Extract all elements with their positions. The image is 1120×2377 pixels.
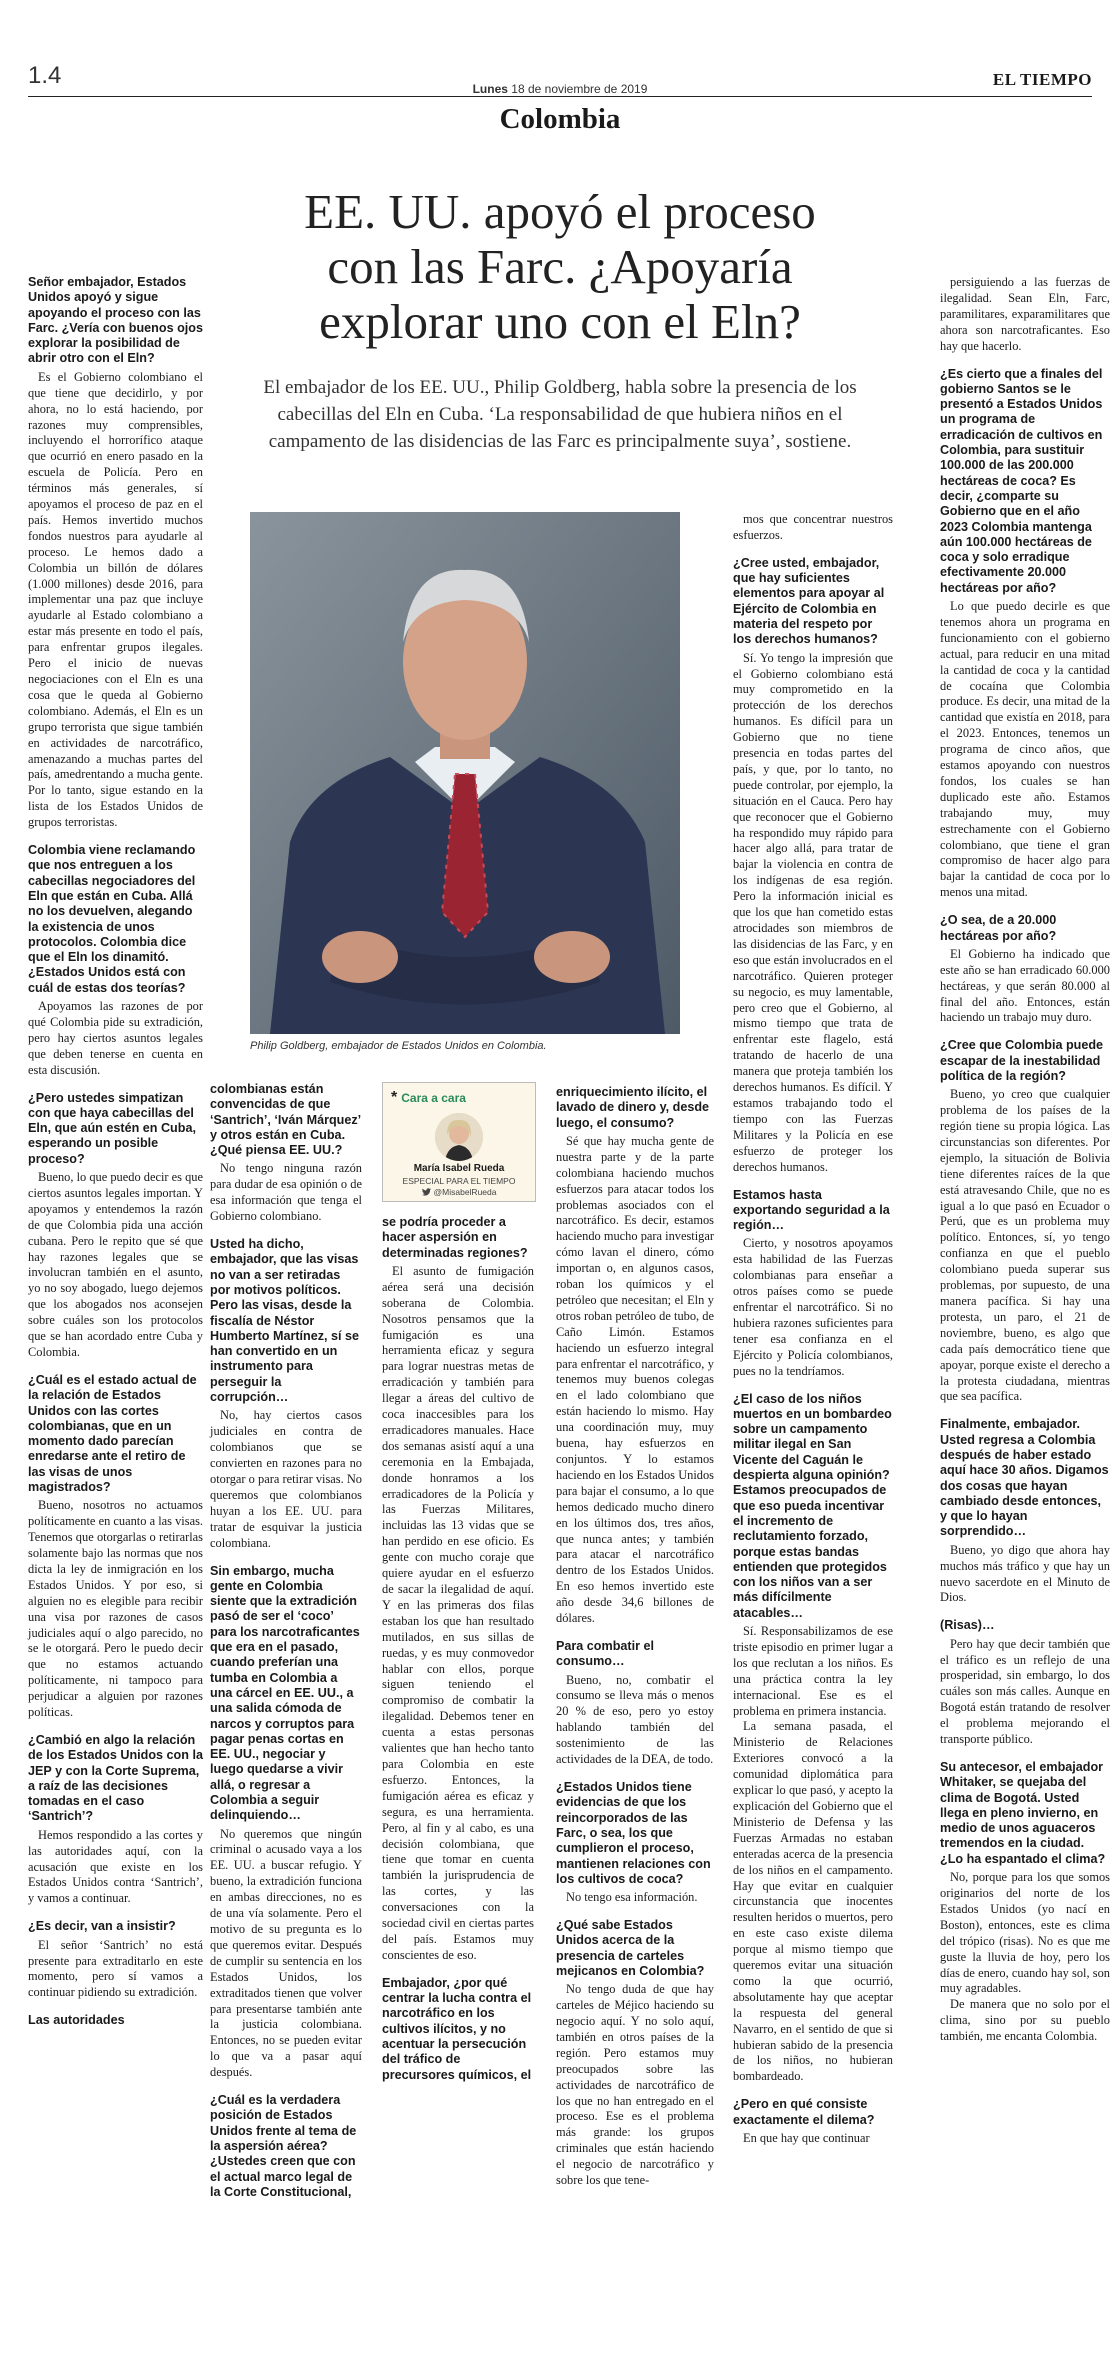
interview-question: ¿Qué sabe Estados Unidos acerca de la presencia de carteles mejicanos en Colombia? [556,1918,705,1978]
interview-answer: Lo que puedo decirle es que tenemos ahora un programa en funcionamiento con el gobierno actual, para reducir en una mitad la cantidad de coca y la cantidad de cocaína que Colombia produce. Es decir, una mitad de la cantidad que existía en 2018, para el 2023. Entonces, tenemos un programa de cinco años, que estamos apoyando con nuestros fondos, los cuales se han duplicado este año. Estamos trabajando muy, muy estrechamente con el Gobierno colombiano, que tiene el gran compromiso de hacer algo para bajar la cantidad de coca por lo menos una mitad. [940,598,1110,900]
interview-answer: Bueno, yo creo que cualquier problema de los países de la región tiene su propia lógica. Las circunstancias son diferentes. Por ejemplo, la situación de Bolivia tiene diferentes raíces de la que está atravesando Chile, que no es igual a lo que pasó en Ecuador o Perú, que es un problema muy político. Entonces, sí, yo tengo confianza en que el pueblo colombiano pueda superar sus problemas, por supuesto, de una manera pacífica. Si hay una protesta, un paro, el 21 de noviembre, bueno, es algo que cada país democrático tiene que apoyar, porque existe el derecho a la protesta ciudadana, mientras que sea pacífica. [940,1087,1110,1404]
interview-question: Señor embajador, Estados Unidos apoyó y sigue apoyando el proceso con las Farc. ¿Vería con buenos ojos explorar la posibilidad de abrir otro con el Eln? [28,275,203,366]
interview-question: colombianas están convencidas de que ‘Santrich’, ‘Iván Márquez’ y otros están en Cuba. ¿Qué piensa EE. UU.? [210,1082,361,1158]
article-column-6 [940,275,1110,2045]
interview-answer: El Gobierno ha indicado que este año se han erradicado 60.000 hectáreas, y que serán 80.000 al final del año. Entonces, están haciendo un trabajo muy duro. [940,946,1110,1025]
interview-answer: Apoyamos las razones de por qué Colombia pide su extradición, pero hay ciertos asuntos legales que deben tenerse en cuenta en esta discusión. [28,999,203,1077]
interview-question: ¿Es cierto que a finales del gobierno Santos se le presentó a Estados Unidos un programa de erradicación de cultivos en Colombia, para sustituir 100.000 de las 200.000 hectáreas de coca? Es decir, ¿comparte su Gobierno que en el año 2023 Colombia mantenga aún 100.000 hectáreas de coca y solo erradique efectivamente 20.000 hectáreas por año? [940,366,1103,595]
interview-answer: La semana pasada, el Ministerio de Relaciones Exteriores convocó a la comunidad diplomática para explicar lo que pasó, y acepto la explicación del Gobierno que el Ministerio de Defensa y las Fuerzas Armadas no estaban enteradas acerca de la presencia de los niños en el campamento. Hay que evitar en cualquier circunstancia que inocentes resulten heridos o muertos, pero en este caso existe dilema porque al mismo tiempo que queremos evitar una situación como la que ocurrió, absolutamente hay que aceptar la respuesta del general Navarro, en el sentido de que si hubieran sabido de la presencia de los niños, no hubieran bombardeado. [733,1719,893,2084]
interview-question: (Risas)… [940,1618,995,1633]
interview-answer: De manera que no solo por el clima, sino por su pueblo también, me encanta Colombia. [940,1997,1110,2044]
headline-line: con las Farc. ¿Apoyaría [327,238,793,294]
asterisk-icon: * [391,1089,398,1106]
photo-caption: Philip Goldberg, embajador de Estados Unidos en Colombia. [250,1040,547,1052]
author-role: ESPECIAL PARA EL TIEMPO [402,1176,516,1186]
portrait-illustration [250,512,680,1034]
interview-question: Su antecesor, el embajador Whitaker, se quejaba del clima de Bogotá. Usted llega en pleno invierno, en medio de unos aguaceros tremendos en la ciudad. ¿Lo ha espantado el clima? [940,1759,1106,1866]
newspaper-brand: EL TIEMPO [992,70,1092,89]
interview-answer: persiguiendo a las fuerzas de ilegalidad. Sean Eln, Farc, paramilitares, exparamilitares que ahora son narcotraficantes. Eso hay que hacerlo. [940,275,1110,353]
interview-answer: Cierto, y nosotros apoyamos esta habilidad de las Fuerzas colombianas para enseñar a otros países como se puede enfrentar el narcotráfico. Si no hubiera razones suficientes para tener esa confianza en el Ejército y Policía colombianos, pues no la tendríamos. [733,1236,893,1378]
interview-question: ¿Cuál es el estado actual de la relación de Estados Unidos con las cortes colombianas, que en un momento dado parecían enredarse ante el retiro de las visas de unos magistrados? [28,1372,197,1494]
headline [205,185,915,350]
interview-answer: Es el Gobierno colombiano el que tiene que decidirlo, y por ahora, no lo está haciendo, por razones muy comprensibles, incluyendo el horrorífico ataque que ocurrió en enero pasado en la escuela de Policía. Pero en términos más generales, sí apoyamos el proceso de paz en el país. Hemos invertido muchos fondos nuestros para ayudarle al proceso. Le hemos dado a Colombia un billón de dólares (1.000 millones) desde 2016, para implementar una paz que incluye ayudarle al Estado colombiano a estar más presente en todo el país, para enfrentar grupos ilegales. Pero el inicio de nuevas negociaciones con el Eln es una cosa que le queda al Gobierno colombiano. Además, el Eln es un grupo terrorista que sigue también en actividades de narcotráfico, amenazando a muchas partes del país, amedrentando a mucha gente. Por lo tanto, sigue estando en la lista de los Estados Unidos de grupos terroristas. [28,369,203,830]
interview-answer: No, porque para los que somos originarios del norte de los Estados Unidos (yo nací en Boston), entonces, este es clima del trópico (risas). No es que me guste la lluvia de hoy, pero los días de enero, cuando hay sol, son muy agradables. [940,1870,1110,1996]
dateline [0,82,1120,96]
section-title: Colombia [499,103,621,135]
interview-question: Sin embargo, mucha gente en Colombia siente que la extradición pasó de ser el ‘coco’ para los narcotraficantes que era en el pasado, cuando preferían una tumba en Colombia a una cárcel en EE. UU., a una salida cómoda de narcos y corruptos para pagar penas cortas en EE. UU., negociar y luego quedarse a vivir allá, o regresar a Colombia a seguir delinquiendo… [210,1563,360,1823]
author-handle: @MisabelRueda [433,1187,497,1197]
interview-question: Embajador, ¿por qué centrar la lucha contra el narcotráfico en los cultivos ilícitos, y no acentuar la persecución del tráfico de precursores químicos, el [382,1975,532,2082]
headline-line: EE. UU. apoyó el proceso [304,184,816,239]
interview-answer: Sí. Responsabilizamos de ese triste episodio en primer lugar a los que reclutan a los niños. Es una práctica contra la ley internacional. Ese es el problema en primera instancia. [733,1624,893,1718]
interview-question: Finalmente, embajador. Usted regresa a Colombia después de haber estado aquí hace 30 años. Digamos dos cosas que hayan cambiado desde entonces, y que lo hayan sorprendido… [940,1417,1109,1539]
interview-answer: Sé que hay mucha gente de nuestra parte y de la parte colombiana haciendo muchos esfuerzos para atacar todos los problemas asociados con el narcotráfico. Es decir, estamos haciendo mucho para investigar cómo lavan el dinero, cómo importan o, en algunos casos, roban los químicos y el petróleo que necesitan; el Eln y otros roban petróleo de tubo, de Caño Limón. Estamos haciendo un esfuerzo integral para enfrentar el narcotráfico, y tenemos muy buenos colegas en el lado colombiano que están haciendo lo mismo. Hay una coordinación muy, muy buena, hay esfuerzos en conjuntos. Y lo estamos haciendo en los Estados Unidos para bajar el consumo, a lo que hemos dedicado mucho dinero en los últimos dos, tres años, que nunca antes; y también para atacar el narcotráfico dentro de los Estados Unidos. En eso hemos invertido este año desde 34,6 billones de dólares. [556,1133,714,1626]
interview-question: Colombia viene reclamando que nos entreguen a los cabecillas negociadores del Eln que están en Cuba. Allá no los devuelven, alegando la existencia de unos protocolos. Colombia dice que el Eln los dinamitó. ¿Estados Unidos está con cuál de estas dos teorías? [28,843,196,995]
interview-question: ¿El caso de los niños muertos en un bombardeo sobre un campamento militar ilegal en San Vicente del Caguán le despierta alguna opinión? Estamos preocupados de que eso pueda incentivar el incremento de reclutamiento forzado, porque estas bandas entienden que protegidos con los niños van a ser más difícilmente atacables… [733,1391,892,1620]
interview-answer: En que hay que continuar [743,2130,870,2145]
interview-question: ¿Cambió en algo la relación de los Estados Unidos con la JEP y con la Corte Suprema, a raíz de las decisiones tomadas en el caso ‘Santrich’? [28,1732,203,1824]
interview-question: ¿Estados Unidos tiene evidencias de que los reincorporados de las Farc, o sea, los que cumplieron el proceso, mantienen relaciones con los cultivos de coca? [556,1780,711,1886]
interview-question: ¿Es decir, van a insistir? [28,1919,176,1934]
interview-answer: Bueno, nosotros no actuamos políticamente en cuanto a las visas. Tenemos que otorgarlas o retirarlas solamente bajo las normas que nos dicta la ley de inmigración en los Estados Unidos. Y por eso, si alguien no es elegible para recibir una visa por razones de casos judiciales aquí o algo parecido, no se le otorgará. Pero le puedo decir que no estamos actuando políticamente, ni tampoco para perjudicar a alguien por razones políticas. [28,1498,203,1720]
article-column-5 [733,512,893,2147]
interview-question: Estamos hasta exportando seguridad a la región… [733,1187,890,1233]
question-continued: Las autoridades [28,2013,125,2028]
author-twitter-handle [383,1187,535,1197]
interview-answer: Sí. Yo tengo la impresión que el Gobierno colombiano está muy comprometido en la protección de los derechos humanos. Es difícil para un Gobierno que no tiene presencia en todas partes del país, y que, por lo tanto, no puede controlar, por ejemplo, la situación en el Cauca. Pero hay que reconocer que el Gobierno ha respondido muy rápido para hacer algo allá, para tratar de bajar la violencia en contra de los indígenas de esa región. Pero la información inicial es que los que han cometido estas atrocidades son miembros de las disidencias de las Farc, y en eso que están involucrados en el narcotráfico. Quieren proteger su negocio, es muy lamentable, pero creo que el Gobierno, al mismo tiempo que trata de enfrentar este flagelo, está tratando de hacerlo de una manera que proteja también los derechos humanos. Es difícil. Y estamos trabajando todo el tiempo con las Fuerzas Militares y la Policía en ese esfuerzo de proteger los derechos humanos. [733,650,893,1174]
author-name: María Isabel Rueda [413,1163,505,1174]
interview-answer: El señor ‘Santrich’ no está presente para extraditarlo en este momento, pero sí vamos a continuar pidiendo su extradición. [28,1937,203,2000]
interview-question: ¿Cree usted, embajador, que hay suficientes elementos para apoyar al Ejército de Colombia en materia del respeto por los derechos humanos? [733,555,885,647]
interview-answer: No tengo ninguna razón para dudar de esa opinión o de esa información que tenga el Gobierno colombiano. [210,1161,362,1224]
author-portrait-icon [435,1113,483,1161]
interview-answer: Hemos respondido a las cortes y las autoridades aquí, con la acusación que existe en los Estados Unidos contra ‘Santrich’, y vamos a continuar. [28,1827,203,1906]
interview-answer: No tengo duda de que hay carteles de Méjico haciendo su negocio aquí. Y no solo aquí, también en otros países de la región. Pero estamos muy preocupados sobre las actividades de narcotráfico de los que no han entregado en el proceso. Ese es el problema más grande: los grupos criminales que están haciendo el negocio de narcotráfico y sobre los que tene- [556,1982,714,2188]
interview-question: Usted ha dicho, embajador, que las visas no van a ser retiradas por motivos políticos. Pero las visas, desde la fiscalía de Néstor Humberto Martínez, sí se han convertido en un instrumento para perseguir la corrupción… [210,1237,360,1405]
interview-answer: No tengo esa información. [566,1890,698,1905]
interview-question: se podría proceder a hacer aspersión en determinadas regiones? [382,1215,528,1260]
headline-line: explorar uno con el Eln? [319,293,801,349]
interview-answer: No queremos que ningún criminal o acusado vaya a los EE. UU. a buscar refugio. Y bueno, la extradición funciona en ambas direcciones, no es de una vía solamente. Pero el motivo de su pregunta es lo que queremos evitar. Después de cumplir su sentencia en los Estados Unidos, los extraditados tienen que volver para presentarse también ante la justicia colombiana. Entonces, no se pueden evitar lo que va a pasar aquí después. [210,1826,362,2080]
lede: El embajador de los EE. UU., Philip Goldberg, habla sobre la presencia de los cabecillas del Eln en Cuba. ‘La responsabilidad de que hubiera niños en el campamento de las disidencias de las Farc es principalmente suya’, sostiene. [263,377,857,452]
interview-question: enriquecimiento ilícito, el lavado de dinero y, desde luego, el consumo? [556,1085,710,1130]
interview-question: ¿Pero ustedes simpatizan con que haya cabecillas del Eln, que aún estén en Cuba, esperando un posible proceso? [28,1090,196,1166]
interview-question: ¿Cree que Colombia puede escapar de la inestabilidad política de la región? [940,1038,1104,1083]
ambassador-photo [250,512,680,1034]
interview-answer: mos que concentrar nuestros esfuerzos. [733,512,893,542]
interview-question: ¿O sea, de a 20.000 hectáreas por año? [940,913,1057,943]
header-divider [28,96,1092,97]
interview-question: Para combatir el consumo… [556,1638,654,1669]
cara-a-cara-box [382,1082,536,1202]
page-number: 1.4 [28,62,62,89]
twitter-icon [422,1188,431,1196]
interview-answer: Bueno, no, combatir el consumo se lleva más o menos 20 % de eso, pero yo estoy hablando también del sostenimiento de las actividades de la DEA, de todo. [556,1672,714,1767]
article-column-1 [28,275,203,2029]
article-column-2 [210,1082,362,2203]
date-weekday: Lunes [472,82,508,96]
cara-a-cara-title [391,1089,466,1107]
interview-answer: Pero hay que decir también que el tráfico es un reflejo de una prosperidad, sin embargo, lo dos cuáles son más calles. Aunque en Bogotá están tratando de resolver el problema mejorando el transporte público. [940,1636,1110,1747]
interview-answer: Bueno, lo que puedo decir es que ciertos asuntos legales importan. Y apoyamos y entendemos la razón de que Colombia pida una acción cubana. Pero le repito que sé que hay razones legales que se involucran también en el asunto, yo no soy abogado, luego dejemos que los abogados nos aconsejen sobre cuáles son los protocolos que se han acordado entre Cuba y Colombia. [28,1170,203,1360]
article-column-4 [556,1085,714,2189]
author-avatar [435,1113,483,1161]
date-rest: 18 de noviembre de 2019 [511,82,648,96]
interview-question: ¿Cuál es la verdadera posición de Estados Unidos frente al tema de la aspersión aérea? ¿Ustedes creen que con el actual marco legal de la Corte Constitucional, [210,2093,357,2199]
interview-question: ¿Pero en qué consiste exactamente el dilema? [733,2097,875,2127]
interview-answer: Bueno, yo digo que ahora hay muchos más tráfico y que hay un nuevo sacerdote en el Minuto de Dios. [940,1542,1110,1605]
article-column-3 [382,1215,534,2086]
interview-answer: No, hay ciertos casos judiciales en contra de colombianos que se convierten en razones para no otorgar o para retirar visas. No queremos que colombianos huyan a los EE. UU. para tratar de esquivar la justicia colombiana. [210,1408,362,1550]
cara-a-cara-label: Cara a cara [401,1091,466,1105]
interview-answer: El asunto de fumigación aérea será una decisión soberana de Colombia. Nosotros pensamos que la fumigación es una herramienta eficaz y segura para lograr nuestras metas de erradicación y también para llegar a áreas del cultivo de coca inaccesibles para los erradicadores manuales. Hace dos semanas asistí aquí a una ceremonia en la Embajada, donde honramos a los erradicadores de la Policía y las Fuerzas Militares, incluidas las 13 vidas que se han perdido en ese oficio. Es gente con mucho coraje que quiere ayudar en el esfuerzo de sacar la ilegalidad de aquí. Y en las primeras dos filas estaban los que han resultado mutilados, en sus sillas de ruedas, y es muy conmovedor hablar con ellos, porque siguen teniendo el compromiso de combatir la ilegalidad. Debemos tener en cuenta a estas personas valientes que han hecho tanto para Colombia en este esfuerzo. Entonces, la fumigación aérea es eficaz y segura, es una herramienta. Pero, al fin y al cabo, es una decisión colombiana, que tiene que tomar en cuenta también la jurisprudencia de las cortes, y las conversaciones con la sociedad civil en ciertas partes del país. Estamos muy conscientes de eso. [382,1263,534,1962]
